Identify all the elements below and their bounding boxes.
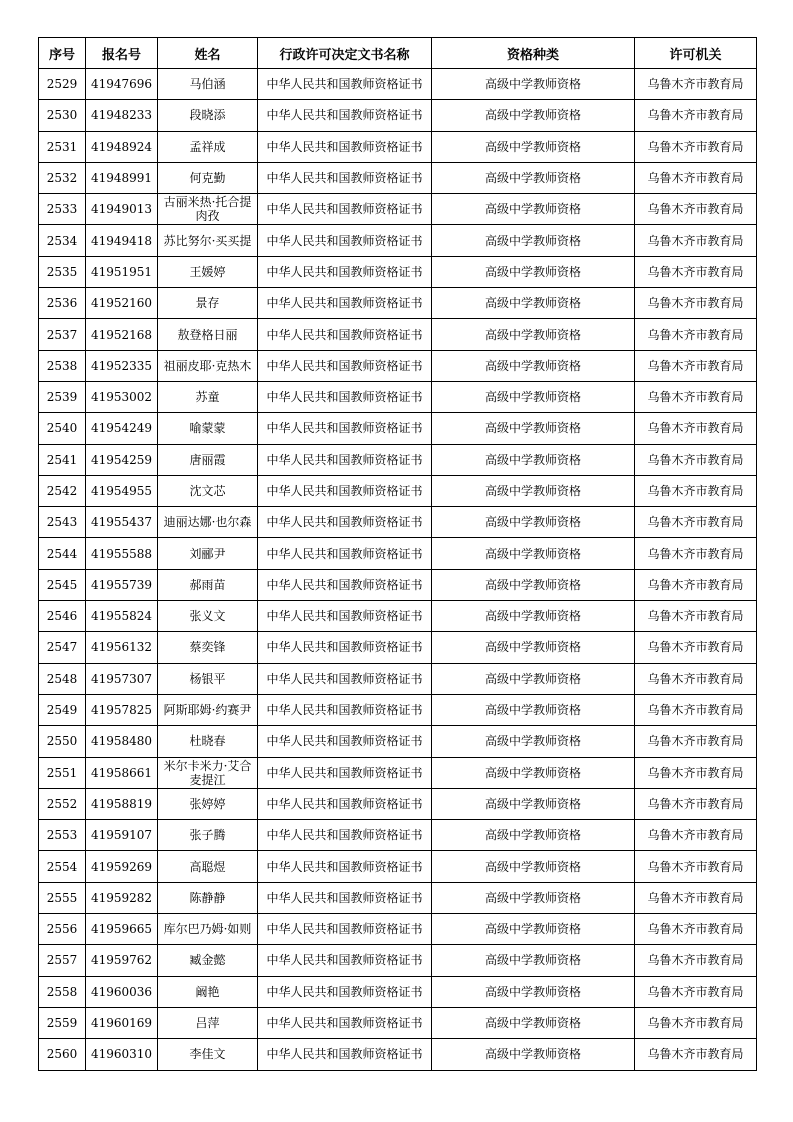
name-cell: 迪丽达娜·也尔森 xyxy=(158,507,258,538)
name-cell: 景存 xyxy=(158,288,258,319)
seq-cell: 2541 xyxy=(39,444,86,475)
authority-cell: 乌鲁木齐市教育局 xyxy=(635,194,757,225)
document-name-cell: 中华人民共和国教师资格证书 xyxy=(258,69,432,100)
table-row xyxy=(39,726,757,757)
header-document-name: 行政许可决定文书名称 xyxy=(258,38,432,69)
table-row xyxy=(39,914,757,945)
table-row xyxy=(39,381,757,412)
seq-cell: 2537 xyxy=(39,319,86,350)
qualification-type-cell: 高级中学教师资格 xyxy=(432,882,635,913)
qualification-type-cell: 高级中学教师资格 xyxy=(432,788,635,819)
qualification-type-cell: 高级中学教师资格 xyxy=(432,444,635,475)
name-cell: 张婷婷 xyxy=(158,788,258,819)
table-row xyxy=(39,288,757,319)
authority-cell: 乌鲁木齐市教育局 xyxy=(635,1039,757,1070)
qualification-type-cell: 高级中学教师资格 xyxy=(432,820,635,851)
table-row xyxy=(39,882,757,913)
document-name-cell: 中华人民共和国教师资格证书 xyxy=(258,694,432,725)
qualification-type-cell: 高级中学教师资格 xyxy=(432,225,635,256)
name-cell: 臧金懿 xyxy=(158,945,258,976)
seq-cell: 2532 xyxy=(39,162,86,193)
seq-cell: 2533 xyxy=(39,194,86,225)
authority-cell: 乌鲁木齐市教育局 xyxy=(635,601,757,632)
reg-no-cell: 41947696 xyxy=(86,69,158,100)
table-row xyxy=(39,569,757,600)
seq-cell: 2554 xyxy=(39,851,86,882)
document-name-cell: 中华人民共和国教师资格证书 xyxy=(258,1039,432,1070)
document-name-cell: 中华人民共和国教师资格证书 xyxy=(258,757,432,788)
reg-no-cell: 41958480 xyxy=(86,726,158,757)
table-row xyxy=(39,976,757,1007)
reg-no-cell: 41955739 xyxy=(86,569,158,600)
name-cell: 张子腾 xyxy=(158,820,258,851)
document-name-cell: 中华人民共和国教师资格证书 xyxy=(258,194,432,225)
qualification-type-cell: 高级中学教师资格 xyxy=(432,475,635,506)
table-row xyxy=(39,319,757,350)
name-cell: 唐丽霞 xyxy=(158,444,258,475)
document-name-cell: 中华人民共和国教师资格证书 xyxy=(258,225,432,256)
authority-cell: 乌鲁木齐市教育局 xyxy=(635,256,757,287)
reg-no-cell: 41948991 xyxy=(86,162,158,193)
qualification-type-cell: 高级中学教师资格 xyxy=(432,757,635,788)
authority-cell: 乌鲁木齐市教育局 xyxy=(635,288,757,319)
qualification-type-cell: 高级中学教师资格 xyxy=(432,914,635,945)
qualification-type-cell: 高级中学教师资格 xyxy=(432,851,635,882)
qualification-type-cell: 高级中学教师资格 xyxy=(432,694,635,725)
name-cell: 吕萍 xyxy=(158,1007,258,1038)
reg-no-cell: 41959762 xyxy=(86,945,158,976)
document-name-cell: 中华人民共和国教师资格证书 xyxy=(258,820,432,851)
document-name-cell: 中华人民共和国教师资格证书 xyxy=(258,663,432,694)
reg-no-cell: 41960310 xyxy=(86,1039,158,1070)
document-name-cell: 中华人民共和国教师资格证书 xyxy=(258,131,432,162)
authority-cell: 乌鲁木齐市教育局 xyxy=(635,788,757,819)
qualification-type-cell: 高级中学教师资格 xyxy=(432,601,635,632)
qualification-type-cell: 高级中学教师资格 xyxy=(432,194,635,225)
authority-cell: 乌鲁木齐市教育局 xyxy=(635,475,757,506)
reg-no-cell: 41959269 xyxy=(86,851,158,882)
authority-cell: 乌鲁木齐市教育局 xyxy=(635,319,757,350)
reg-no-cell: 41952168 xyxy=(86,319,158,350)
document-name-cell: 中华人民共和国教师资格证书 xyxy=(258,288,432,319)
document-name-cell: 中华人民共和国教师资格证书 xyxy=(258,601,432,632)
reg-no-cell: 41960036 xyxy=(86,976,158,1007)
document-name-cell: 中华人民共和国教师资格证书 xyxy=(258,162,432,193)
name-cell: 刘郦尹 xyxy=(158,538,258,569)
name-cell: 祖丽皮耶·克热木 xyxy=(158,350,258,381)
table-row xyxy=(39,851,757,882)
reg-no-cell: 41958819 xyxy=(86,788,158,819)
header-name: 姓名 xyxy=(158,38,258,69)
seq-cell: 2546 xyxy=(39,601,86,632)
table-row xyxy=(39,820,757,851)
name-cell: 苏比努尔·买买提 xyxy=(158,225,258,256)
authority-cell: 乌鲁木齐市教育局 xyxy=(635,945,757,976)
document-name-cell: 中华人民共和国教师资格证书 xyxy=(258,976,432,1007)
qualification-type-cell: 高级中学教师资格 xyxy=(432,569,635,600)
table-row xyxy=(39,945,757,976)
qualification-type-cell: 高级中学教师资格 xyxy=(432,538,635,569)
table-row xyxy=(39,69,757,100)
header-authority: 许可机关 xyxy=(635,38,757,69)
qualification-type-cell: 高级中学教师资格 xyxy=(432,1039,635,1070)
reg-no-cell: 41955437 xyxy=(86,507,158,538)
authority-cell: 乌鲁木齐市教育局 xyxy=(635,976,757,1007)
document-name-cell: 中华人民共和国教师资格证书 xyxy=(258,319,432,350)
document-name-cell: 中华人民共和国教师资格证书 xyxy=(258,100,432,131)
qualification-type-cell: 高级中学教师资格 xyxy=(432,256,635,287)
authority-cell: 乌鲁木齐市教育局 xyxy=(635,757,757,788)
name-cell: 王媛婷 xyxy=(158,256,258,287)
qualification-type-cell: 高级中学教师资格 xyxy=(432,288,635,319)
document-name-cell: 中华人民共和国教师资格证书 xyxy=(258,632,432,663)
qualification-type-cell: 高级中学教师资格 xyxy=(432,319,635,350)
name-cell: 敖登格日丽 xyxy=(158,319,258,350)
document-name-cell: 中华人民共和国教师资格证书 xyxy=(258,569,432,600)
reg-no-cell: 41957825 xyxy=(86,694,158,725)
table-row xyxy=(39,350,757,381)
seq-cell: 2556 xyxy=(39,914,86,945)
name-cell: 郝雨苗 xyxy=(158,569,258,600)
qualification-type-cell: 高级中学教师资格 xyxy=(432,381,635,412)
reg-no-cell: 41954259 xyxy=(86,444,158,475)
authority-cell: 乌鲁木齐市教育局 xyxy=(635,820,757,851)
qualification-type-cell: 高级中学教师资格 xyxy=(432,632,635,663)
document-name-cell: 中华人民共和国教师资格证书 xyxy=(258,945,432,976)
table-row xyxy=(39,632,757,663)
table-row xyxy=(39,601,757,632)
authority-cell: 乌鲁木齐市教育局 xyxy=(635,381,757,412)
qualification-type-cell: 高级中学教师资格 xyxy=(432,413,635,444)
name-cell: 喻蒙蒙 xyxy=(158,413,258,444)
document-name-cell: 中华人民共和国教师资格证书 xyxy=(258,444,432,475)
name-cell: 阚艳 xyxy=(158,976,258,1007)
name-cell: 蔡奕锋 xyxy=(158,632,258,663)
table-row xyxy=(39,663,757,694)
seq-cell: 2544 xyxy=(39,538,86,569)
authority-cell: 乌鲁木齐市教育局 xyxy=(635,569,757,600)
table-row xyxy=(39,194,757,225)
seq-cell: 2549 xyxy=(39,694,86,725)
name-cell: 古丽米热·托合提肉孜 xyxy=(158,194,258,225)
seq-cell: 2545 xyxy=(39,569,86,600)
table-row xyxy=(39,757,757,788)
document-name-cell: 中华人民共和国教师资格证书 xyxy=(258,381,432,412)
reg-no-cell: 41955588 xyxy=(86,538,158,569)
authority-cell: 乌鲁木齐市教育局 xyxy=(635,507,757,538)
name-cell: 马伯涵 xyxy=(158,69,258,100)
authority-cell: 乌鲁木齐市教育局 xyxy=(635,663,757,694)
authority-cell: 乌鲁木齐市教育局 xyxy=(635,100,757,131)
table-row xyxy=(39,788,757,819)
seq-cell: 2531 xyxy=(39,131,86,162)
reg-no-cell: 41955824 xyxy=(86,601,158,632)
document-name-cell: 中华人民共和国教师资格证书 xyxy=(258,851,432,882)
seq-cell: 2555 xyxy=(39,882,86,913)
document-name-cell: 中华人民共和国教师资格证书 xyxy=(258,788,432,819)
seq-cell: 2543 xyxy=(39,507,86,538)
document-name-cell: 中华人民共和国教师资格证书 xyxy=(258,882,432,913)
reg-no-cell: 41953002 xyxy=(86,381,158,412)
document-name-cell: 中华人民共和国教师资格证书 xyxy=(258,507,432,538)
table-row xyxy=(39,162,757,193)
table-row xyxy=(39,100,757,131)
table-row xyxy=(39,1007,757,1038)
authority-cell: 乌鲁木齐市教育局 xyxy=(635,413,757,444)
table-row xyxy=(39,444,757,475)
reg-no-cell: 41948924 xyxy=(86,131,158,162)
name-cell: 段晓添 xyxy=(158,100,258,131)
table-row xyxy=(39,507,757,538)
seq-cell: 2547 xyxy=(39,632,86,663)
reg-no-cell: 41959282 xyxy=(86,882,158,913)
reg-no-cell: 41960169 xyxy=(86,1007,158,1038)
table-row xyxy=(39,225,757,256)
authority-cell: 乌鲁木齐市教育局 xyxy=(635,444,757,475)
table-row xyxy=(39,475,757,506)
seq-cell: 2551 xyxy=(39,757,86,788)
seq-cell: 2557 xyxy=(39,945,86,976)
reg-no-cell: 41958661 xyxy=(86,757,158,788)
seq-cell: 2553 xyxy=(39,820,86,851)
name-cell: 阿斯耶姆·约赛尹 xyxy=(158,694,258,725)
document-name-cell: 中华人民共和国教师资格证书 xyxy=(258,538,432,569)
reg-no-cell: 41959665 xyxy=(86,914,158,945)
authority-cell: 乌鲁木齐市教育局 xyxy=(635,69,757,100)
reg-no-cell: 41954955 xyxy=(86,475,158,506)
seq-cell: 2530 xyxy=(39,100,86,131)
reg-no-cell: 41954249 xyxy=(86,413,158,444)
seq-cell: 2535 xyxy=(39,256,86,287)
license-table xyxy=(38,37,757,1071)
qualification-type-cell: 高级中学教师资格 xyxy=(432,663,635,694)
name-cell: 杜晓春 xyxy=(158,726,258,757)
qualification-type-cell: 高级中学教师资格 xyxy=(432,945,635,976)
qualification-type-cell: 高级中学教师资格 xyxy=(432,350,635,381)
document-name-cell: 中华人民共和国教师资格证书 xyxy=(258,475,432,506)
qualification-type-cell: 高级中学教师资格 xyxy=(432,100,635,131)
name-cell: 何克勤 xyxy=(158,162,258,193)
authority-cell: 乌鲁木齐市教育局 xyxy=(635,538,757,569)
document-name-cell: 中华人民共和国教师资格证书 xyxy=(258,1007,432,1038)
name-cell: 库尔巴乃姆·如则 xyxy=(158,914,258,945)
authority-cell: 乌鲁木齐市教育局 xyxy=(635,1007,757,1038)
table-row xyxy=(39,1039,757,1070)
qualification-type-cell: 高级中学教师资格 xyxy=(432,507,635,538)
name-cell: 陈静静 xyxy=(158,882,258,913)
reg-no-cell: 41949418 xyxy=(86,225,158,256)
name-cell: 杨银平 xyxy=(158,663,258,694)
reg-no-cell: 41951951 xyxy=(86,256,158,287)
header-seq: 序号 xyxy=(39,38,86,69)
name-cell: 苏童 xyxy=(158,381,258,412)
qualification-type-cell: 高级中学教师资格 xyxy=(432,69,635,100)
name-cell: 米尔卡米力·艾合麦提江 xyxy=(158,757,258,788)
document-name-cell: 中华人民共和国教师资格证书 xyxy=(258,256,432,287)
qualification-type-cell: 高级中学教师资格 xyxy=(432,162,635,193)
name-cell: 张义文 xyxy=(158,601,258,632)
header-reg-no: 报名号 xyxy=(86,38,158,69)
reg-no-cell: 41948233 xyxy=(86,100,158,131)
authority-cell: 乌鲁木齐市教育局 xyxy=(635,914,757,945)
table-row xyxy=(39,256,757,287)
document-name-cell: 中华人民共和国教师资格证书 xyxy=(258,726,432,757)
document-name-cell: 中华人民共和国教师资格证书 xyxy=(258,350,432,381)
document-name-cell: 中华人民共和国教师资格证书 xyxy=(258,914,432,945)
reg-no-cell: 41956132 xyxy=(86,632,158,663)
seq-cell: 2558 xyxy=(39,976,86,1007)
name-cell: 孟祥成 xyxy=(158,131,258,162)
seq-cell: 2560 xyxy=(39,1039,86,1070)
table-row xyxy=(39,538,757,569)
name-cell: 李佳文 xyxy=(158,1039,258,1070)
authority-cell: 乌鲁木齐市教育局 xyxy=(635,851,757,882)
seq-cell: 2552 xyxy=(39,788,86,819)
header-qualification-type: 资格种类 xyxy=(432,38,635,69)
seq-cell: 2529 xyxy=(39,69,86,100)
reg-no-cell: 41952160 xyxy=(86,288,158,319)
qualification-type-cell: 高级中学教师资格 xyxy=(432,1007,635,1038)
authority-cell: 乌鲁木齐市教育局 xyxy=(635,632,757,663)
reg-no-cell: 41949013 xyxy=(86,194,158,225)
table-header-row xyxy=(39,38,757,69)
authority-cell: 乌鲁木齐市教育局 xyxy=(635,882,757,913)
authority-cell: 乌鲁木齐市教育局 xyxy=(635,694,757,725)
authority-cell: 乌鲁木齐市教育局 xyxy=(635,131,757,162)
authority-cell: 乌鲁木齐市教育局 xyxy=(635,162,757,193)
table-row xyxy=(39,694,757,725)
document-name-cell: 中华人民共和国教师资格证书 xyxy=(258,413,432,444)
authority-cell: 乌鲁木齐市教育局 xyxy=(635,350,757,381)
qualification-type-cell: 高级中学教师资格 xyxy=(432,131,635,162)
seq-cell: 2542 xyxy=(39,475,86,506)
seq-cell: 2534 xyxy=(39,225,86,256)
reg-no-cell: 41959107 xyxy=(86,820,158,851)
seq-cell: 2540 xyxy=(39,413,86,444)
name-cell: 高聪煜 xyxy=(158,851,258,882)
table-row xyxy=(39,131,757,162)
table-row xyxy=(39,413,757,444)
name-cell: 沈文芯 xyxy=(158,475,258,506)
reg-no-cell: 41957307 xyxy=(86,663,158,694)
qualification-type-cell: 高级中学教师资格 xyxy=(432,976,635,1007)
seq-cell: 2536 xyxy=(39,288,86,319)
reg-no-cell: 41952335 xyxy=(86,350,158,381)
seq-cell: 2539 xyxy=(39,381,86,412)
seq-cell: 2538 xyxy=(39,350,86,381)
qualification-type-cell: 高级中学教师资格 xyxy=(432,726,635,757)
seq-cell: 2559 xyxy=(39,1007,86,1038)
authority-cell: 乌鲁木齐市教育局 xyxy=(635,225,757,256)
seq-cell: 2550 xyxy=(39,726,86,757)
authority-cell: 乌鲁木齐市教育局 xyxy=(635,726,757,757)
seq-cell: 2548 xyxy=(39,663,86,694)
